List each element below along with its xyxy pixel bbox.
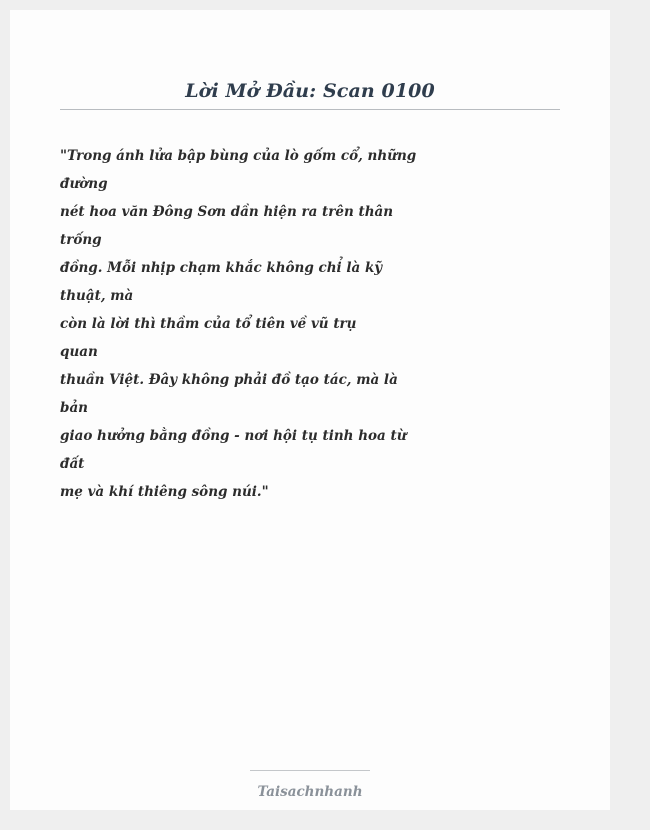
page-title: Lời Mở Đầu: Scan 0100 [185,80,435,102]
quote-line: "Trong ánh lửa bập bùng của lò gốm cổ, những [60,148,417,164]
quote-line: bản [60,400,89,416]
footer-divider [250,770,370,771]
title-divider [60,109,560,110]
quote-line: quan [60,344,98,360]
quote-line: trống [60,232,102,248]
quote-line: thuần Việt. Đây không phải đồ tạo tác, mà là [60,372,398,388]
quote-line: nét hoa văn Đông Sơn dần hiện ra trên thân [60,204,394,220]
quote-line: còn là lời thì thầm của tổ tiên về vũ trụ [60,316,357,332]
quote-line: đường [60,176,108,192]
quote-line: thuật, mà [60,288,134,304]
quote-line: đồng. Mỗi nhịp chạm khắc không chỉ là kỹ [60,260,383,276]
quote-line: đất [60,456,85,472]
footer-label: Taisachnhanh [257,784,363,800]
quote-body [60,142,417,506]
quote-line: giao hưởng bằng đồng - nơi hội tụ tinh hoa từ [60,428,407,444]
document-page [10,10,610,810]
quote-line: mẹ và khí thiêng sông núi." [60,484,269,500]
